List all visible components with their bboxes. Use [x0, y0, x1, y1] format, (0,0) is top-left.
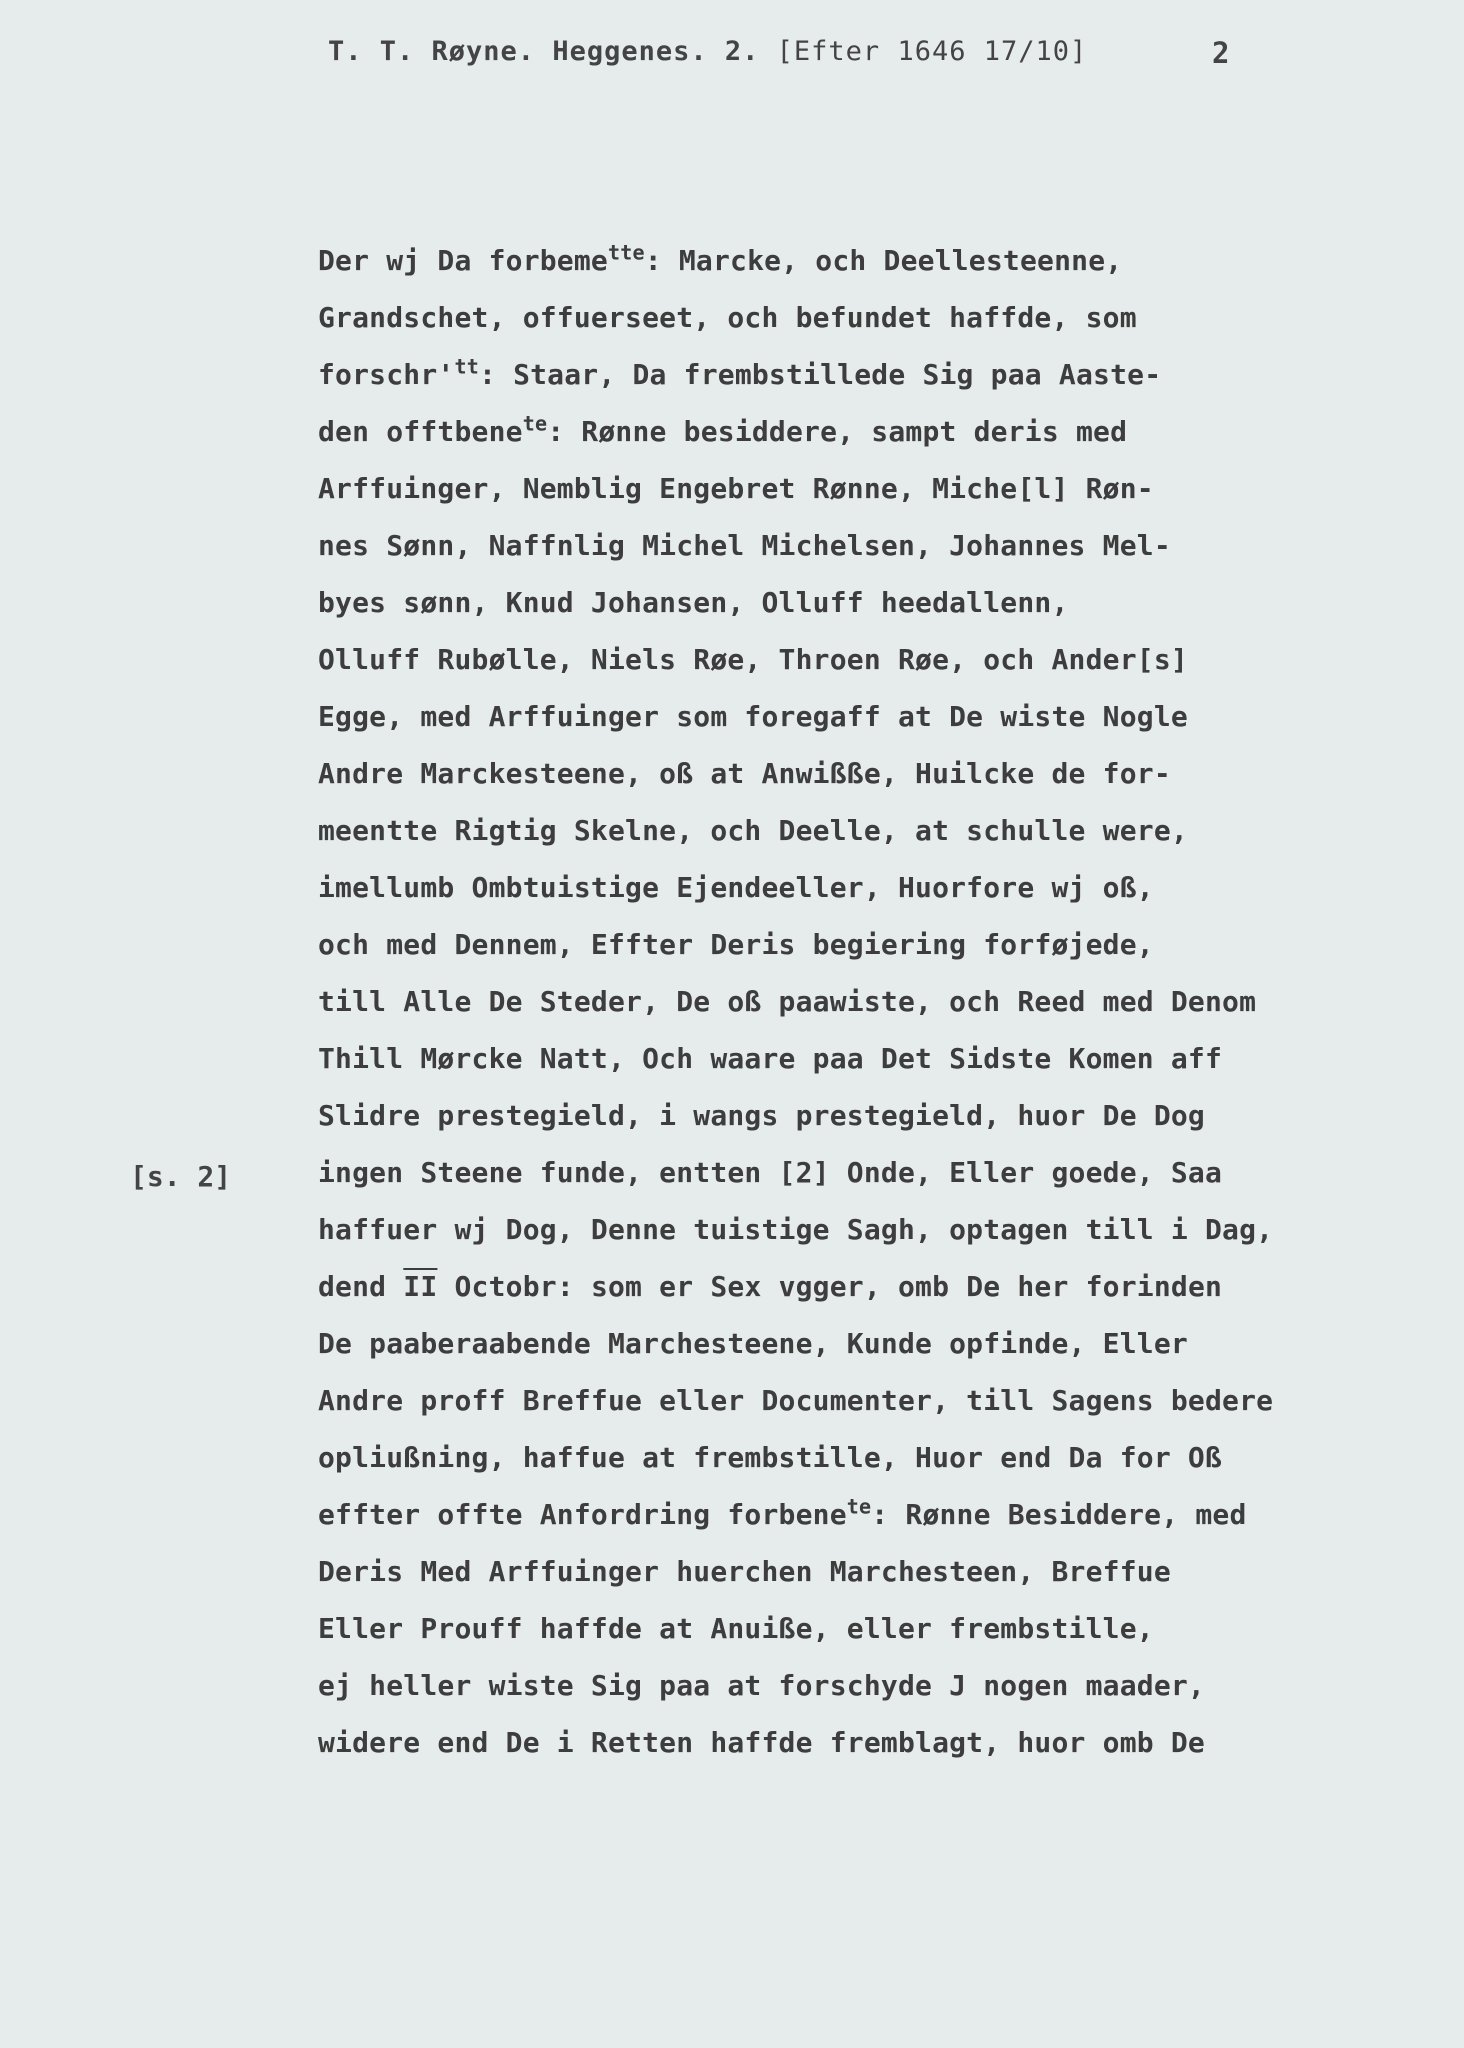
overlined-numeral: $\overline{II}$ — [403, 1270, 438, 1303]
text-line — [318, 1258, 1318, 1315]
text-segment: till Alle De Steder, De oß paawiste, och Reed med Denom — [318, 985, 1257, 1018]
text-segment: Deris Med Arffuinger huerchen Marchesteen, Breffue — [318, 1555, 1171, 1588]
text-line — [318, 517, 1318, 574]
superscript-abbrev: te — [522, 411, 548, 436]
page-number: 2 — [1212, 36, 1230, 70]
text-line — [318, 1429, 1318, 1486]
text-segment: : Staar, Da frembstillede Sig paa Aaste- — [478, 358, 1162, 391]
superscript-abbrev: tt — [454, 354, 479, 379]
text-line — [318, 232, 1318, 289]
text-line — [318, 346, 1318, 403]
text-segment: haffuer wj Dog, Denne tuistige Sagh, optagen till i Dag, — [318, 1213, 1274, 1246]
text-line — [318, 1657, 1318, 1714]
text-line — [318, 1600, 1318, 1657]
text-line — [318, 688, 1318, 745]
text-line — [318, 289, 1318, 346]
text-line — [318, 1144, 1318, 1201]
text-line — [318, 1315, 1318, 1372]
text-line — [318, 745, 1318, 802]
body-text — [318, 232, 1318, 1771]
text-line — [318, 1714, 1318, 1771]
text-segment: Olluff Rubølle, Niels Røe, Throen Røe, och Ander[s] — [318, 643, 1188, 676]
text-line — [318, 631, 1318, 688]
text-line — [318, 916, 1318, 973]
superscript-abbrev: tte — [607, 240, 645, 265]
text-line — [318, 802, 1318, 859]
text-line — [318, 973, 1318, 1030]
text-line — [318, 859, 1318, 916]
superscript-abbrev: te — [846, 1494, 872, 1519]
text-segment: Arffuinger, Nemblig Engebret Rønne, Miche[l] Røn- — [318, 472, 1154, 505]
text-segment: forschr' — [318, 358, 455, 391]
text-segment: Andre Marckesteene, oß at Anwißße, Huilcke de for- — [318, 757, 1171, 790]
text-segment: Der wj Da forbeme — [318, 244, 608, 277]
text-segment: imellumb Ombtuistige Ejendeeller, Huorfore wj oß, — [318, 871, 1154, 904]
text-segment: Andre proff Breffue eller Documenter, till Sagens bedere — [318, 1384, 1274, 1417]
text-segment: Slidre prestegield, i wangs prestegield, huor De Dog — [318, 1099, 1205, 1132]
text-segment: Thill Mørcke Natt, Och waare paa Det Sidste Komen aff — [318, 1042, 1223, 1075]
text-segment: effter offte Anfordring forbene — [318, 1498, 847, 1531]
text-segment: meentte Rigtig Skelne, och Deelle, at schulle were, — [318, 814, 1188, 847]
text-segment: och med Dennem, Effter Deris begiering forføjede, — [318, 928, 1154, 961]
text-line — [318, 1030, 1318, 1087]
margin-note: [s. 2] — [130, 1160, 232, 1193]
header-date-note: [Efter 1646 17/10] — [776, 36, 1088, 67]
text-segment: : Rønne besiddere, sampt deris med — [547, 415, 1128, 448]
text-segment: Octobr: som er Sex vgger, omb De her forinden — [437, 1270, 1223, 1303]
text-segment: byes sønn, Knud Johansen, Olluff heedallenn, — [318, 586, 1069, 619]
text-line — [318, 1201, 1318, 1258]
text-segment: Grandschet, offuerseet, och befundet haffde, som — [318, 301, 1137, 334]
text-segment: widere end De i Retten haffde fremblagt, huor omb De — [318, 1726, 1205, 1759]
text-line — [318, 1372, 1318, 1429]
text-segment: De paaberaabende Marchesteene, Kunde opfinde, Eller — [318, 1327, 1188, 1360]
text-line — [318, 1543, 1318, 1600]
text-segment: : Rønne Besiddere, med — [871, 1498, 1247, 1531]
text-line — [318, 574, 1318, 631]
text-segment: nes Sønn, Naffnlig Michel Michelsen, Johannes Mel- — [318, 529, 1171, 562]
text-segment: Egge, med Arffuinger som foregaff at De wiste Nogle — [318, 700, 1188, 733]
page-header — [328, 36, 1087, 67]
text-segment: dend — [318, 1270, 404, 1303]
text-line — [318, 460, 1318, 517]
text-segment: opliußning, haffue at frembstille, Huor end Da for Oß — [318, 1441, 1223, 1474]
text-line — [318, 1087, 1318, 1144]
text-line — [318, 1486, 1318, 1543]
text-segment: : Marcke, och Deellesteenne, — [644, 244, 1123, 277]
header-title: T. T. Røyne. Heggenes. 2. — [328, 36, 760, 67]
text-segment: ej heller wiste Sig paa at forschyde J nogen maader, — [318, 1669, 1205, 1702]
text-segment: ingen Steene funde, entten [2] Onde, Eller goede, Saa — [318, 1156, 1223, 1189]
text-line — [318, 403, 1318, 460]
text-segment: Eller Prouff haffde at Anuiße, eller frembstille, — [318, 1612, 1154, 1645]
text-segment: den offtbene — [318, 415, 523, 448]
